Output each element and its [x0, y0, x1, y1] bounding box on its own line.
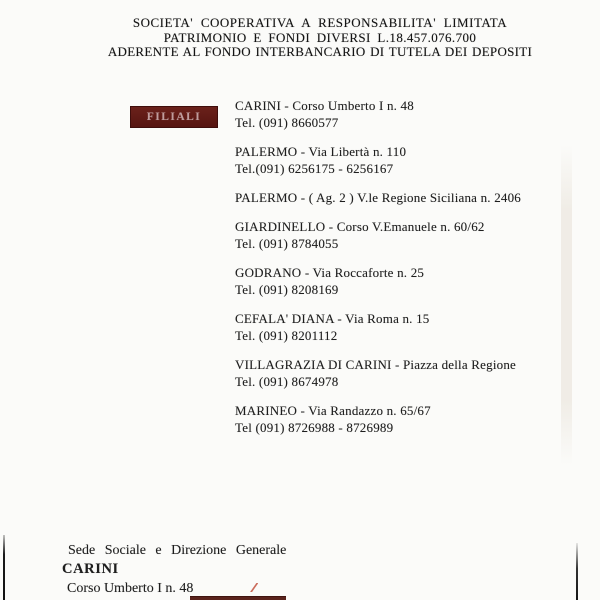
header-line-3: ADERENTE AL FONDO INTERBANCARIO DI TUTELA DEI DEPOSITI	[107, 44, 533, 59]
header-line-2: PATRIMONIO E FONDI DIVERSI L.18.457.076.700	[163, 29, 477, 45]
branch-name: CARINI - Corso Umberto I n. 48	[235, 98, 414, 113]
head-office-city: CARINI	[62, 561, 119, 577]
branch-name: PALERMO - ( Ag. 2 ) V.le Regione Siciliana n. 2406	[235, 190, 522, 205]
scan-artifact-streak	[561, 145, 572, 465]
branch-phone: Tel. (091) 8660577	[235, 115, 339, 130]
branch-name: VILLAGRAZIA DI CARINI - Piazza della Regione	[235, 357, 517, 372]
branch-phone: Tel.(091) 6256175 - 6256167	[235, 161, 394, 176]
branch-entry	[235, 310, 565, 344]
head-office-address: Corso Umberto I n. 48	[67, 581, 194, 596]
branch-name: CEFALA' DIANA - Via Roma n. 15	[235, 311, 430, 326]
scan-artifact-left-line	[3, 535, 5, 600]
head-office-title: Sede Sociale e Direzione Generale	[68, 543, 287, 558]
head-office-block	[62, 541, 392, 598]
header-line-1: SOCIETA' COOPERATIVA A RESPONSABILITA' LIMITATA	[132, 15, 508, 30]
branch-name: GIARDINELLO - Corso V.Emanuele n. 60/62	[235, 219, 485, 234]
branch-name: PALERMO - Via Libertà n. 110	[235, 144, 407, 159]
branch-phone: Tel (091) 8726988 - 8726989	[235, 420, 394, 435]
branch-entry	[235, 97, 565, 131]
branch-name: MARINEO - Via Randazzo n. 65/67	[235, 403, 431, 418]
branch-name: GODRANO - Via Roccaforte n. 25	[235, 265, 425, 280]
branch-entry	[235, 356, 565, 390]
company-header	[40, 16, 600, 60]
filiali-label: FILIALI	[146, 111, 202, 123]
branch-entry	[235, 218, 565, 252]
branch-entry	[235, 402, 565, 436]
branch-phone: Tel. (091) 8201112	[235, 328, 338, 343]
branch-list	[235, 97, 565, 448]
scan-artifact-right-line	[576, 543, 578, 600]
branch-entry	[235, 189, 565, 206]
branch-entry	[235, 264, 565, 298]
branch-phone: Tel. (091) 8784055	[235, 236, 339, 251]
branch-phone: Tel. (091) 8674978	[235, 374, 339, 389]
branch-phone: Tel. (091) 8208169	[235, 282, 339, 297]
branch-entry	[235, 143, 565, 177]
ink-speck	[250, 583, 258, 592]
cutoff-maroon-box	[190, 596, 286, 600]
filiali-label-box	[130, 106, 218, 128]
